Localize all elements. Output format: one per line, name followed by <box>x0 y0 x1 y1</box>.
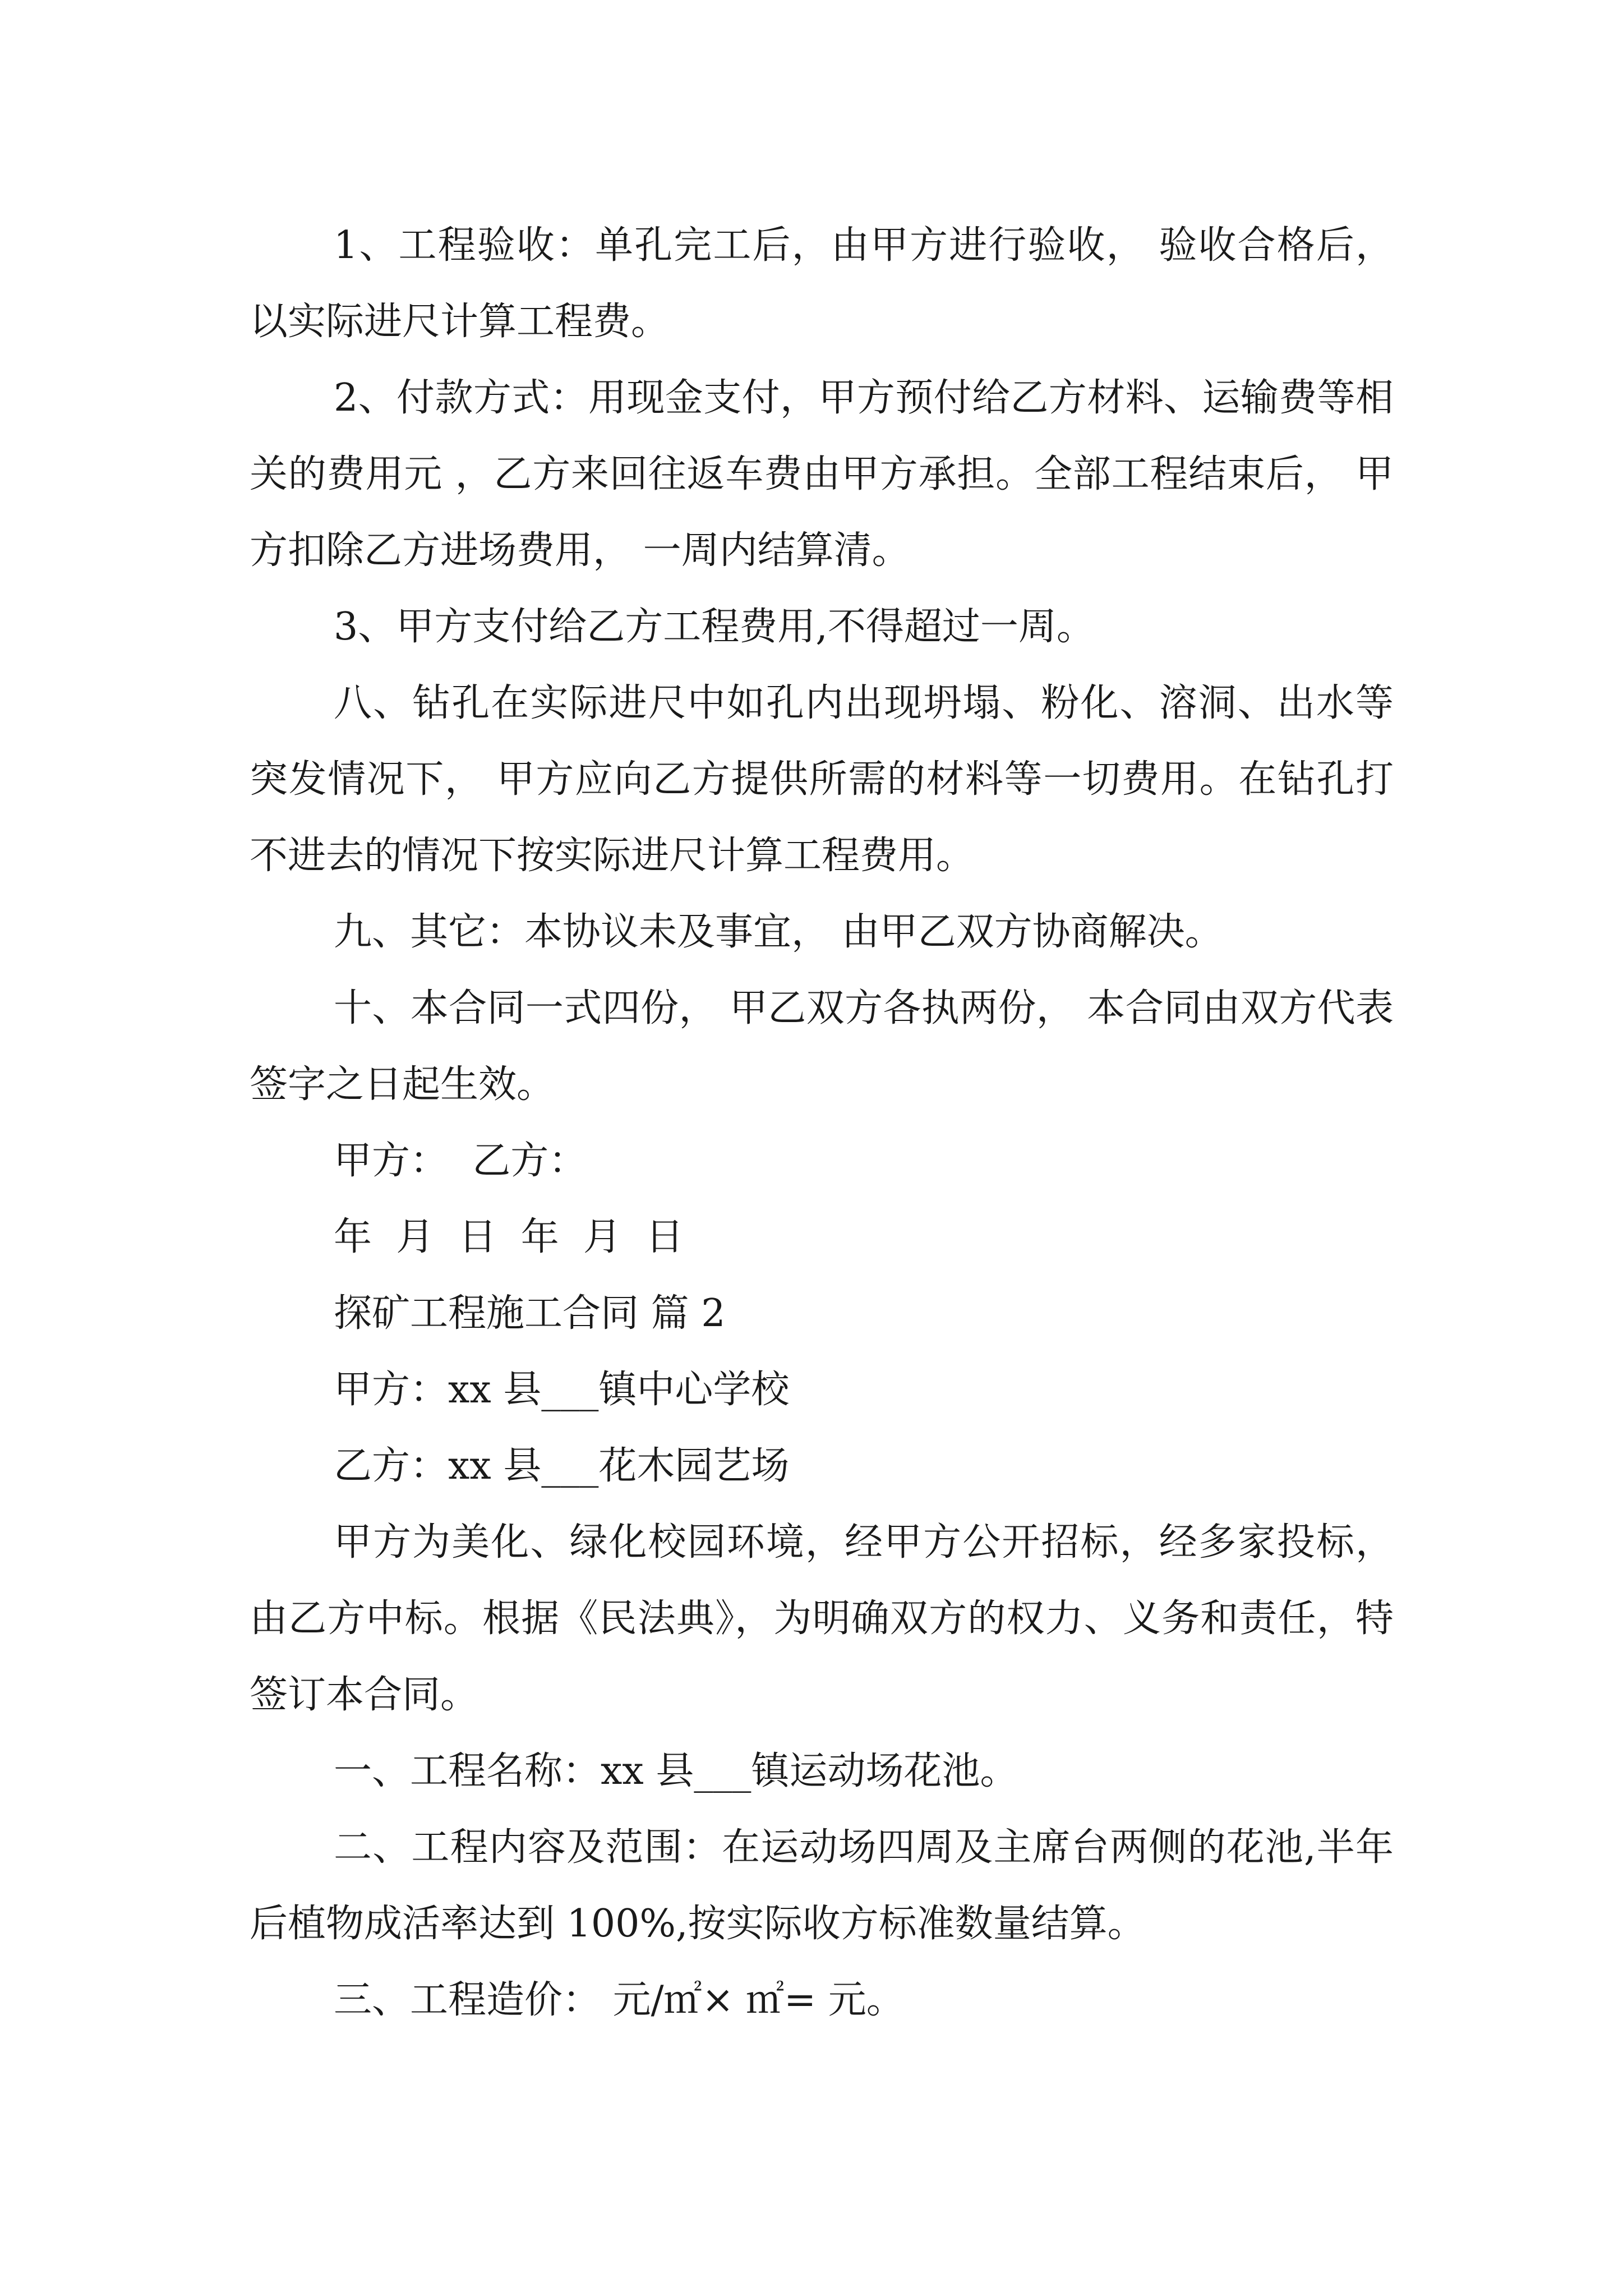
section-title: 探矿工程施工合同 篇 2 <box>334 1291 726 1336</box>
contract-intro: 甲方为美化、绿化校园环境，经甲方公开招标，经多家投标，由乙方中标。根据《民法典》，为明确双方的权力、义务和责任，特签订本合同。 <box>250 1520 1394 1717</box>
clause-payment-method: 2、付款方式：用现金支付，甲方预付给乙方材料、运输费等相关的费用元 ，乙方来回往返车费由甲方承担。全部工程结束后， 甲方扣除乙方进场费用， 一周内结算清。 <box>250 376 1394 573</box>
item-project-name: 一、工程名称：xx 县___镇运动场花池。 <box>334 1749 1018 1793</box>
item-project-scope: 二、工程内容及范围：在运动场四周及主席台两侧的花池,半年后植物成活率达到 100%,按实际收方标准数量结算。 <box>250 1825 1394 1946</box>
item-project-cost: 三、工程造价： 元/㎡× ㎡= 元。 <box>334 1978 905 2022</box>
party-a: 甲方：xx 县___镇中心学校 <box>334 1368 790 1412</box>
document-body <box>250 208 1394 2039</box>
clause-eight-drilling: 八、钻孔在实际进尺中如孔内出现坍塌、粉化、溶洞、出水等突发情况下， 甲方应向乙方提供所需的材料等一切费用。在钻孔打不进去的情况下按实际进尺计算工程费用。 <box>250 681 1394 878</box>
date-line: 年 月 日 年 月 日 <box>334 1215 684 1259</box>
clause-nine-other: 九、其它：本协议未及事宜， 由甲乙双方协商解决。 <box>334 910 1223 954</box>
party-b: 乙方：xx 县___花木园艺场 <box>334 1444 790 1488</box>
clause-payment-deadline: 3、甲方支付给乙方工程费用,不得超过一周。 <box>334 605 1095 649</box>
signature-line: 甲方： 乙方： <box>334 1139 587 1183</box>
clause-acceptance: 1、工程验收：单孔完工后，由甲方进行验收， 验收合格后，以实际进尺计算工程费。 <box>250 223 1394 344</box>
clause-ten-copies: 十、本合同一式四份， 甲乙双方各执两份， 本合同由双方代表签字之日起生效。 <box>250 986 1394 1107</box>
